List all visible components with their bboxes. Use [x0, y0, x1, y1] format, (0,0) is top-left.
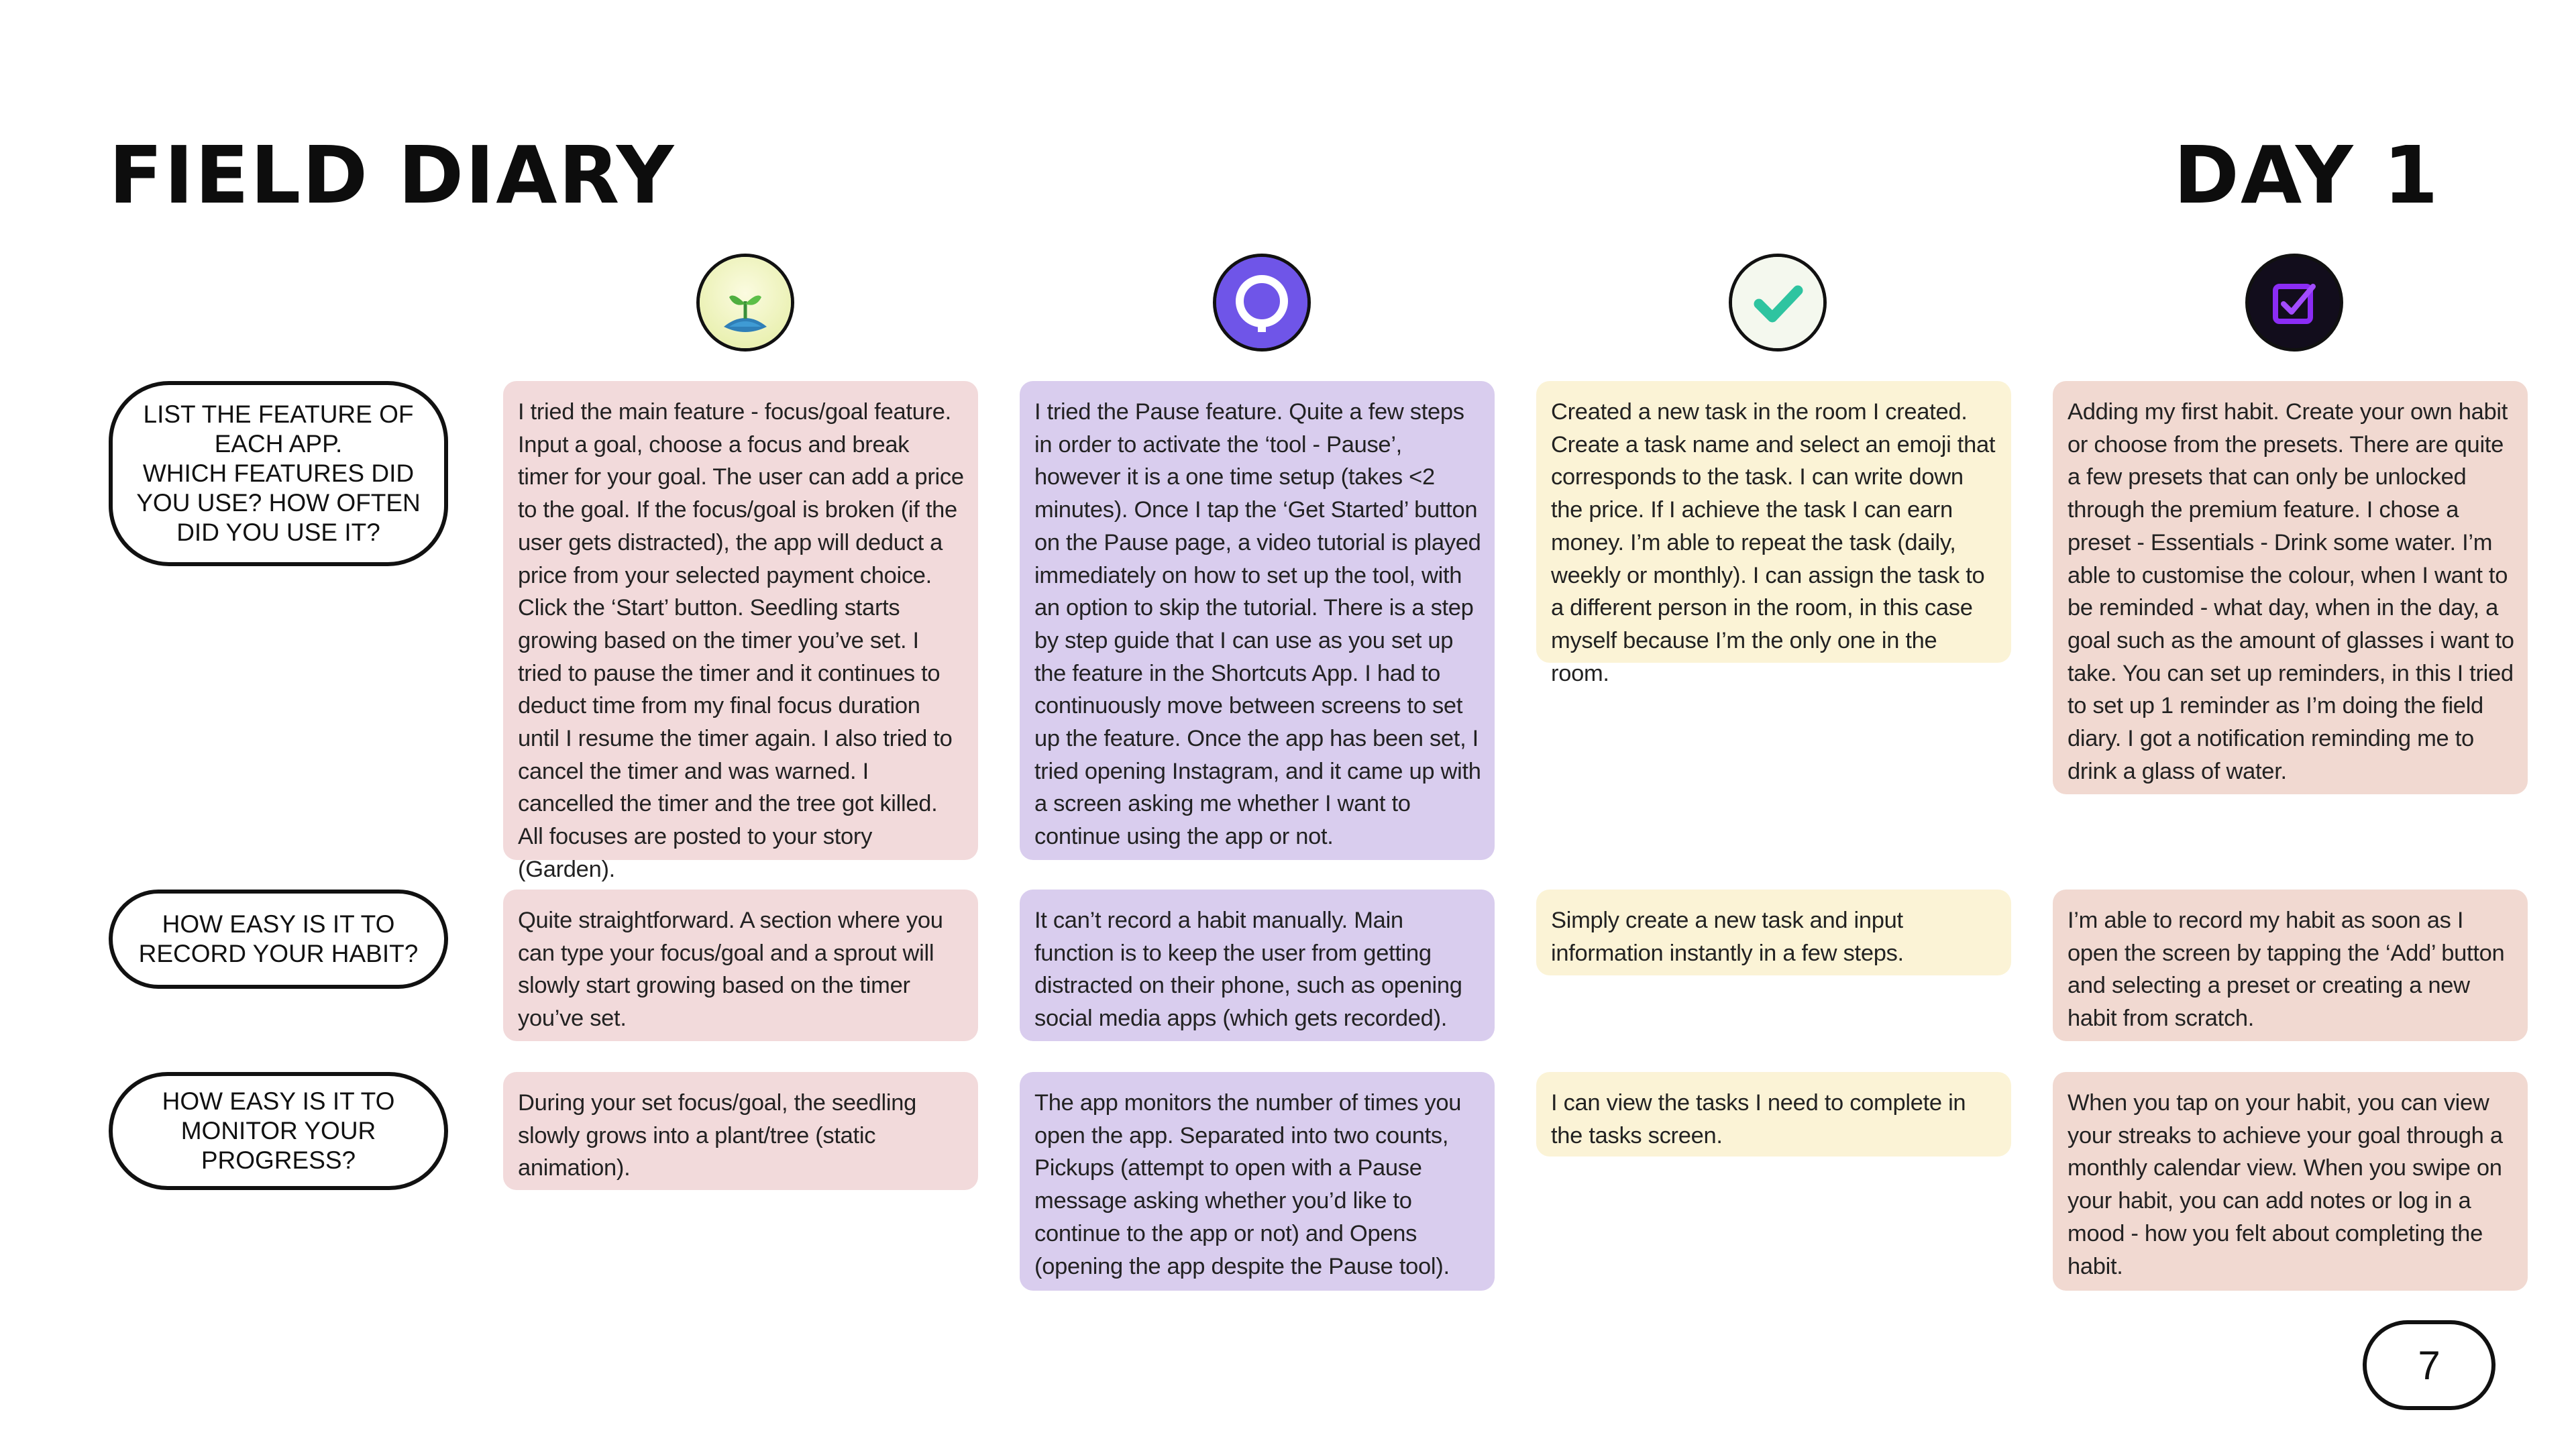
card-app1-features: I tried the main feature - focus/goal feature. Input a goal, choose a focus and break timer for your goal. The user can add a price to the goal. If the focus/goal is broken (if the user gets distracted), the app will deduct a price from your selected payment choice. Click the ‘Start’ button. Seedling starts growing based on the timer you’ve set. I tried to pause the timer and it continues to deduct time from my final focus duration until I resume the timer again. I also tried to cancel the timer and was warned. I cancelled the timer and the tree got killed. All focuses are posted to your story (Garden). — [503, 381, 978, 860]
question-features: LIST THE FEATURE OF EACH APP. WHICH FEATURES DID YOU USE? HOW OFTEN DID YOU USE IT? — [109, 381, 448, 566]
card-app3-features: Created a new task in the room I created. Create a task name and select an emoji that corresponds to the task. I can write down the price. If I achieve the task I can earn money. I’m able to repeat the task (daily, weekly or monthly). I can assign the task to a different person in the room, in this case myself because I’m the only one in the room. — [1536, 381, 2011, 663]
card-app4-progress: When you tap on your habit, you can view your streaks to achieve your goal through a monthly calendar view. When you swipe on your habit, you can add notes or log in a mood - how you felt about completing the habit. — [2053, 1072, 2528, 1291]
card-app4-features: Adding my first habit. Create your own habit or choose from the presets. There are quite a few presets that can only be unlocked through the premium feature. I chose a preset - Essentials - Drink some water. I’m able to customise the colour, when I want to be reminded - what day, when in the day, a goal such as the amount of glasses i want to take. You can set up reminders, in this I tried to set up 1 reminder as I’m doing the field diary. I got a notification reminding me to drink a glass of water. — [2053, 381, 2528, 794]
seedling-icon — [696, 254, 794, 352]
card-app3-progress: I can view the tasks I need to complete in the tasks screen. — [1536, 1072, 2011, 1157]
card-app1-progress: During your set focus/goal, the seedling slowly grows into a plant/tree (static animation). — [503, 1072, 978, 1190]
pause-ring-icon — [1213, 254, 1311, 352]
card-app1-record: Quite straightforward. A section where you can type your focus/goal and a sprout will slowly start growing based on the timer you’ve set. — [503, 890, 978, 1041]
card-app2-features: I tried the Pause feature. Quite a few steps in order to activate the ‘tool - Pause’, however it is a one time setup (takes <2 minutes). Once I tap the ‘Get Started’ button on the Pause page, a video tutorial is played immediately on how to set up the tool, with an option to skip the tutorial. There is a step by step guide that I can use as you set up the feature in the Shortcuts App. I had to continuously move between screens to set up the feature. Once the app has been set, I tried opening Instagram, and it came up with a screen asking me whether I want to continue using the app or not. — [1020, 381, 1495, 860]
card-app2-record: It can’t record a habit manually. Main function is to keep the user from getting distracted on their phone, such as opening social media apps (which gets recorded). — [1020, 890, 1495, 1041]
day-label: DAY 1 — [2174, 129, 2440, 221]
card-app2-progress: The app monitors the number of times you open the app. Separated into two counts, Pickups (attempt to open with a Pause message asking whether you’d like to continue to the app or not) and Opens (opening the app despite the Pause tool). — [1020, 1072, 1495, 1291]
question-record-habit: HOW EASY IS IT TO RECORD YOUR HABIT? — [109, 890, 448, 989]
checkbox-icon — [2245, 254, 2343, 352]
checkmark-icon — [1729, 254, 1827, 352]
question-monitor-progress: HOW EASY IS IT TO MONITOR YOUR PROGRESS? — [109, 1072, 448, 1190]
page-title: FIELD DIARY — [109, 129, 676, 221]
card-app4-record: I’m able to record my habit as soon as I open the screen by tapping the ‘Add’ button and selecting a preset or creating a new habit from scratch. — [2053, 890, 2528, 1041]
card-app3-record: Simply create a new task and input information instantly in a few steps. — [1536, 890, 2011, 975]
page-number: 7 — [2363, 1320, 2496, 1410]
